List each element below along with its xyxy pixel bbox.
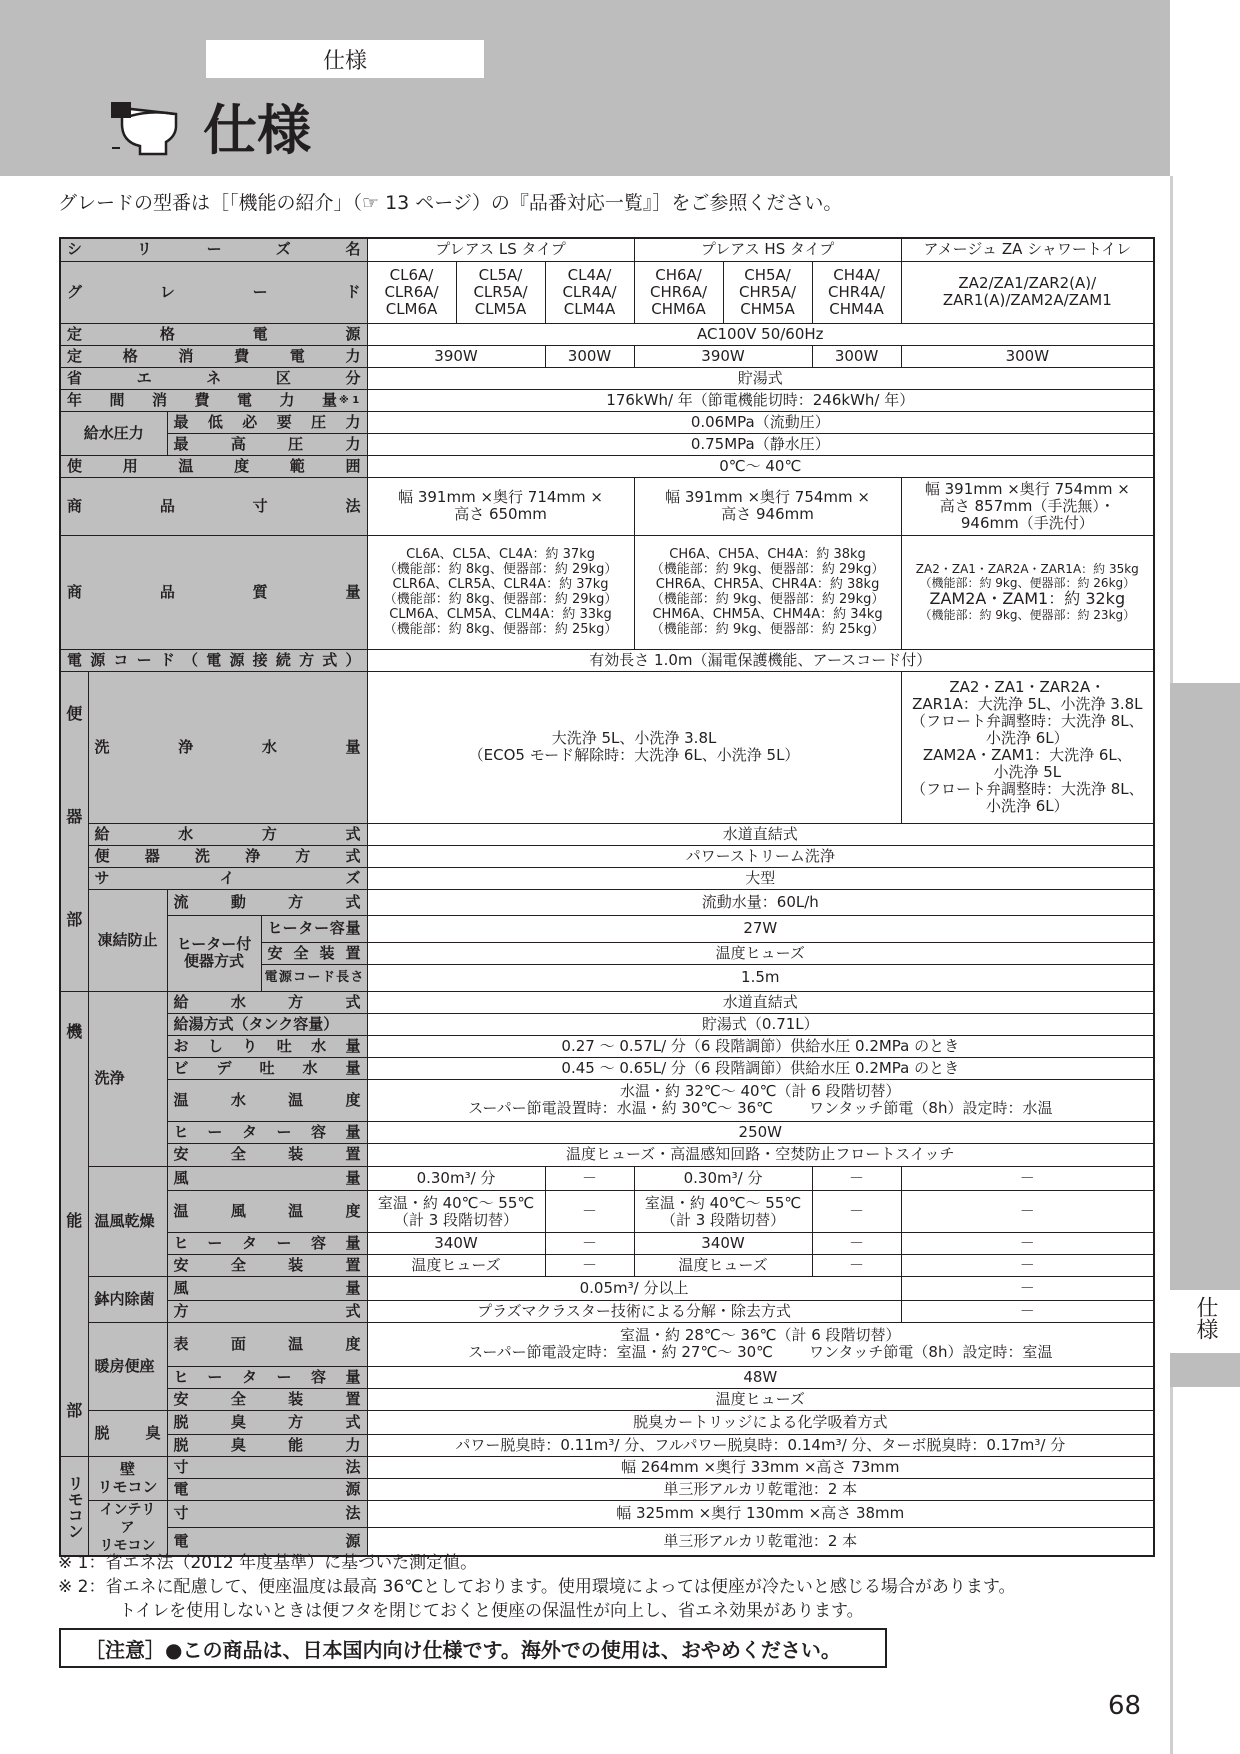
surface-temp-value [367, 1322, 1154, 1366]
dryer-cell: － [901, 1167, 1154, 1191]
row-label-air-temp: 温風温度 [167, 1191, 367, 1233]
row-label-deodorize-capacity: 脱臭能力 [167, 1434, 367, 1456]
mass-za [901, 535, 1154, 649]
dimensions-hs: 幅 391mm ×奥行 754mm × 高さ 946mm [634, 477, 901, 535]
dryer-cell: 340W [634, 1233, 812, 1255]
table-row [60, 238, 1154, 261]
row-label-dryer-heater: ヒーター容量 [167, 1233, 367, 1255]
row-label-mass: 商品質量 [60, 535, 367, 649]
dryer-cell: 0.30m³/ 分 [634, 1167, 812, 1191]
surface-temp-line: 室温・約 28℃～ 36℃（計 6 段階切替） [620, 1326, 901, 1345]
wall-power-value: 単三形アルカリ乾電池：2 本 [367, 1478, 1154, 1500]
row-label-power-consumption: 定格消費電力 [60, 345, 367, 367]
category-char: 部 [66, 1400, 83, 1420]
row-label-interior-size: 寸法 [167, 1500, 367, 1528]
row-label-wash-heater: ヒーター容量 [167, 1121, 367, 1143]
power-consumption-cell: 300W [901, 345, 1154, 367]
wash-safety-value: 温度ヒューズ・高温感知回路・空焚防止フロートスイッチ [367, 1143, 1154, 1167]
row-label-flush-method: 便器洗浄方式 [88, 845, 367, 867]
water-temp-line: 水温・約 32℃～ 40℃（計 6 段階切替） [620, 1082, 901, 1100]
dryer-cell: － [812, 1167, 901, 1191]
temp-range-value: 0℃～ 40℃ [367, 455, 1154, 477]
row-label-eco-class: 省エネ区分 [60, 367, 367, 389]
table-row [60, 867, 1154, 889]
table-row [60, 916, 1154, 943]
sterilize-air-value: 0.05m³/ 分以上 [367, 1277, 901, 1301]
sterilize-method-za: － [901, 1300, 1154, 1322]
dryer-cell: 温度ヒューズ [634, 1255, 812, 1277]
dryer-cell: － [545, 1255, 634, 1277]
category-function [60, 991, 88, 1456]
dimensions-ls: 幅 391mm ×奥行 714mm × 高さ 650mm [367, 477, 634, 535]
group-dryer: 温風乾燥 [88, 1167, 167, 1277]
group-interior-remote: インテリア リモコン [88, 1500, 167, 1556]
dryer-cell: － [545, 1167, 634, 1191]
table-row [60, 1143, 1154, 1146]
row-label-surface-temp: 表面温度 [167, 1322, 367, 1366]
table-row [60, 991, 1154, 1013]
group-heater-toilet: ヒーター付 便器方式 [167, 916, 261, 991]
table-row [60, 1035, 1154, 1057]
group-deodorize: 脱臭 [88, 1410, 167, 1456]
toilet-icon [108, 96, 180, 158]
table-row [60, 1233, 1154, 1255]
dryer-cell: － [812, 1255, 901, 1277]
table-row [60, 1013, 1154, 1035]
table-row [60, 1410, 1154, 1434]
power-source-value: AC100V 50/60Hz [367, 323, 1154, 345]
table-row [60, 261, 1154, 323]
mass-za-line: （機能部：約 9kg、便器部：約 23kg） [919, 608, 1136, 622]
water-temp-line: ワンタッチ節電（8h）設定時：水温 [809, 1099, 1053, 1117]
table-row [60, 323, 1154, 345]
deodorize-method-value: 脱臭カートリッジによる化学吸着方式 [367, 1410, 1154, 1434]
row-label-flow-method: 流動方式 [167, 889, 367, 916]
spec-table [59, 237, 1155, 1557]
table-row [60, 1255, 1154, 1277]
dryer-cell: 0.30m³/ 分 [367, 1167, 545, 1191]
row-label-annual-power [60, 389, 367, 411]
mass-za-line: ZAM2A・ZAM1：約 32kg [929, 589, 1126, 608]
row-label-interior-power: 電源 [167, 1528, 367, 1556]
dryer-cell: 室温・約 40℃～ 55℃ （計 3 段階切替） [367, 1191, 545, 1233]
water-supply-value: 水道直結式 [367, 823, 1154, 845]
table-row [60, 389, 1154, 411]
grade-cell: CH6A/ CHR6A/ CHM6A [634, 261, 723, 323]
category-toilet [60, 671, 88, 991]
row-label-max-pressure: 最高圧力 [167, 433, 367, 455]
table-row [60, 1079, 1154, 1121]
power-consumption-cell: 390W [634, 345, 812, 367]
eco-class-value: 貯湯式 [367, 367, 1154, 389]
supply-method-value: 水道直結式 [367, 991, 1154, 1013]
row-label-heater-capacity: ヒーター容量 [261, 916, 367, 943]
hot-water-value: 貯湯式（0.71L） [367, 1013, 1154, 1035]
max-pressure-value: 0.75MPa（静水圧） [367, 433, 1154, 455]
row-label-temp-range: 使用温度範囲 [60, 455, 367, 477]
dryer-cell: 温度ヒューズ [367, 1255, 545, 1277]
flush-volume-ls-hs: 大洗浄 5L、小洗浄 3.8L （ECO5 モード解除時：大洗浄 6L、小洗浄 5L） [367, 671, 901, 823]
category-char: 器 [66, 806, 83, 826]
row-label-sterilize-method: 方式 [167, 1300, 367, 1322]
row-label-dryer-safety: 安全装置 [167, 1255, 367, 1277]
row-label-grade: グレード [60, 261, 367, 323]
safety-device-value: 温度ヒューズ [367, 942, 1154, 964]
power-consumption-cell: 300W [545, 345, 634, 367]
table-row [60, 845, 1154, 867]
dryer-cell: － [812, 1191, 901, 1233]
dimensions-za: 幅 391mm ×奥行 754mm × 高さ 857mm（手洗無）・ 946mm（手洗付） [901, 477, 1154, 535]
row-label-power-cord: 電源コード（電源接続方式） [60, 649, 367, 671]
annual-power-value: 176kWh/ 年（節電機能切時：246kWh/ 年） [367, 389, 1154, 411]
table-row [60, 411, 1154, 433]
mass-hs: CH6A、CH5A、CH4A：約 38kg （機能部：約 9kg、便器部：約 29kg） CHR6A、CHR5A、CHR4A：約 38kg （機能部：約 9kg、便器部：約 29kg） CHM6A、CHM5A、CHM4A：約 34kg （機能部：約 9kg、便器部：約 25kg） [634, 535, 901, 649]
footnote-2: ※ 2：省エネに配慮して、便座温度は最高 36℃としております。使用環境によっては便座が冷たいと感じる場合があります。 [58, 1577, 1016, 1597]
deodorize-capacity-value: パワー脱臭時：0.11m³/ 分、フルパワー脱臭時：0.14m³/ 分、ターボ脱臭時：0.17m³/ 分 [367, 1434, 1154, 1456]
table-row [60, 1277, 1154, 1301]
table-row [60, 1366, 1154, 1388]
row-label-water-temp: 温水温度 [167, 1079, 367, 1121]
table-row [60, 1300, 1154, 1322]
row-label-cord-length: 電源コード長さ [261, 964, 367, 991]
wall-size-value: 幅 264mm ×奥行 33mm ×高さ 73mm [367, 1456, 1154, 1478]
row-label-flush-volume: 洗浄水量 [88, 671, 367, 823]
group-wash: 洗浄 [88, 991, 167, 1167]
seat-safety-value: 温度ヒューズ [367, 1388, 1154, 1410]
table-row [60, 433, 1154, 455]
dryer-cell: － [545, 1233, 634, 1255]
grade-cell: CH4A/ CHR4A/ CHM4A [812, 261, 901, 323]
power-consumption-cell: 300W [812, 345, 901, 367]
row-label-water-supply: 給水方式 [88, 823, 367, 845]
table-row [60, 1456, 1154, 1478]
header-tab [206, 40, 484, 78]
series-hs: プレアス HS タイプ [634, 238, 901, 261]
dryer-cell: － [812, 1233, 901, 1255]
row-label-min-pressure: 最低必要圧力 [167, 411, 367, 433]
table-row [60, 1388, 1154, 1410]
table-row [60, 477, 1154, 535]
intro-text: グレードの型番は［「機能の紹介」（☞ 13 ページ）の『品番対応一覧』］をご参照ください。 [58, 192, 843, 214]
page-title: 仕様 [203, 99, 311, 162]
table-row [60, 1500, 1154, 1528]
category-char: 部 [66, 909, 83, 929]
seat-heater-value: 48W [367, 1366, 1154, 1388]
flow-method-value: 流動水量：60L/h [367, 889, 1154, 916]
grade-cell: CL6A/ CLR6A/ CLM6A [367, 261, 456, 323]
sterilize-air-za: － [901, 1277, 1154, 1301]
size-value: 大型 [367, 867, 1154, 889]
group-freeze-protection: 凍結防止 [88, 889, 167, 991]
dryer-cell: － [901, 1233, 1154, 1255]
footnote-2-continued: トイレを使用しないときは便フタを閉じておくと便座の保温性が向上し、省エネ効果があります。 [119, 1601, 864, 1621]
row-label-rear-spray: おしり吐水量 [167, 1035, 367, 1057]
footnote-1: ※ 1：省エネ法（2012 年度基準）に基づいた測定値。 [58, 1553, 478, 1573]
row-label-supply-method: 給水方式 [167, 991, 367, 1013]
group-bowl-sterilize: 鉢内除菌 [88, 1277, 167, 1323]
power-cord-value: 有効長さ 1.0m（漏電保護機能、アースコード付） [367, 649, 1154, 671]
row-label-bidet-spray: ビデ吐水量 [167, 1057, 367, 1079]
row-label-wash-safety: 安全装置 [167, 1143, 367, 1167]
dryer-cell: － [545, 1191, 634, 1233]
side-tab [1170, 683, 1240, 1387]
table-row [60, 1191, 1154, 1233]
row-label-size: サイズ [88, 867, 367, 889]
row-label-seat-safety: 安全装置 [167, 1388, 367, 1410]
row-label-deodorize-method: 脱臭方式 [167, 1410, 367, 1434]
surface-temp-line: ワンタッチ節電（8h）設定時：室温 [809, 1343, 1053, 1362]
table-row [60, 455, 1154, 477]
interior-power-value: 単三形アルカリ乾電池：2 本 [367, 1528, 1154, 1556]
dryer-cell: 室温・約 40℃～ 55℃ （計 3 段階切替） [634, 1191, 812, 1233]
mass-za-line: ZA2・ZA1・ZAR2A・ZAR1A：約 35kg （機能部：約 9kg、便器部：約 26kg） [915, 562, 1139, 590]
flush-method-value: パワーストリーム洗浄 [367, 845, 1154, 867]
table-row [60, 1478, 1154, 1500]
row-label-wall-power: 電源 [167, 1478, 367, 1500]
annual-power-label: 年間消費電力量 [67, 390, 337, 409]
table-row [60, 1121, 1154, 1143]
bidet-spray-value: 0.45 ～ 0.65L/ 分（6 段階調節）供給水圧 0.2MPa のとき [367, 1057, 1154, 1079]
row-label-series: シリーズ名 [60, 238, 367, 261]
cord-length-value: 1.5m [367, 964, 1154, 991]
mass-ls: CL6A、CL5A、CL4A：約 37kg （機能部：約 8kg、便器部：約 29kg） CLR6A、CLR5A、CLR4A：約 37kg （機能部：約 8kg、便器部：約 29kg） CLM6A、CLM5A、CLM4A：約 33kg （機能部：約 8kg、便器部：約 25kg） [367, 535, 634, 649]
side-tab-label: 仕様 [1193, 1296, 1218, 1340]
grade-cell: CH5A/ CHR5A/ CHM5A [723, 261, 812, 323]
grade-cell: ZA2/ZA1/ZAR2(A)/ ZAR1(A)/ZAM2A/ZAM1 [901, 261, 1154, 323]
group-wall-remote: 壁 リモコン [88, 1456, 167, 1500]
category-remote: リモコン [60, 1456, 88, 1556]
dryer-cell: － [901, 1255, 1154, 1277]
category-char: 機 [66, 1021, 83, 1041]
row-label-air-volume: 風量 [167, 1167, 367, 1191]
row-label-dimensions: 商品寸法 [60, 477, 367, 535]
footnotes [58, 1551, 1016, 1623]
surface-temp-line: スーパー節電設定時：室温・約 27℃～ 30℃ [468, 1343, 774, 1362]
grade-cell: CL5A/ CLR5A/ CLM5A [456, 261, 545, 323]
table-row [60, 1434, 1154, 1456]
table-row [60, 671, 1154, 823]
row-label-safety-device: 安全装置 [261, 942, 367, 964]
row-label-seat-heater: ヒーター容量 [167, 1366, 367, 1388]
table-row [60, 1167, 1154, 1191]
table-row [60, 823, 1154, 845]
rear-spray-value: 0.27 ～ 0.57L/ 分（6 段階調節）供給水圧 0.2MPa のとき [367, 1035, 1154, 1057]
heater-capacity-value: 27W [367, 916, 1154, 943]
group-heated-seat: 暖房便座 [88, 1322, 167, 1410]
table-row [60, 535, 1154, 649]
table-row [60, 649, 1154, 671]
group-water-pressure: 給水圧力 [60, 411, 167, 455]
header-tab-label: 仕様 [322, 48, 367, 74]
water-temp-value [367, 1079, 1154, 1121]
sterilize-method-value: プラズマクラスター技術による分解・除去方式 [367, 1300, 901, 1322]
category-char: 能 [66, 1211, 83, 1230]
table-row [60, 889, 1154, 916]
table-row [60, 1057, 1154, 1079]
series-za: アメージュ ZA シャワートイレ [901, 238, 1154, 261]
interior-size-value: 幅 325mm ×奥行 130mm ×高さ 38mm [367, 1500, 1154, 1528]
row-label-sterilize-air: 風量 [167, 1277, 367, 1301]
min-pressure-value: 0.06MPa（流動圧） [367, 411, 1154, 433]
category-char: 便 [66, 703, 83, 723]
table-row [60, 345, 1154, 367]
table-row [60, 367, 1154, 389]
row-label-wall-size: 寸法 [167, 1456, 367, 1478]
water-temp-line: スーパー節電設置時：水温・約 30℃～ 36℃ [468, 1099, 774, 1117]
wash-heater-value: 250W [367, 1121, 1154, 1143]
footnote-mark: ※ 1 [339, 394, 360, 406]
dryer-cell: － [901, 1191, 1154, 1233]
power-consumption-cell: 390W [367, 345, 545, 367]
table-row [60, 1322, 1154, 1366]
caution-text: ［注意］●この商品は、日本国内向け仕様です。海外での使用は、おやめください。 [85, 1637, 841, 1662]
page-number: 68 [1108, 1691, 1142, 1721]
grade-cell: CL4A/ CLR4A/ CLM4A [545, 261, 634, 323]
series-ls: プレアス LS タイプ [367, 238, 634, 261]
row-label-hot-water: 給湯方式（タンク容量） [167, 1013, 367, 1035]
caution-box [59, 1628, 887, 1668]
row-label-power-source: 定格電源 [60, 323, 367, 345]
flush-volume-za: ZA2・ZA1・ZAR2A・ ZAR1A：大洗浄 5L、小洗浄 3.8L （フロート弁調整時：大洗浄 8L、 小洗浄 6L） ZAM2A・ZAM1：大洗浄 6L、 小洗浄 5L （フロート弁調整時：大洗浄 8L、 小洗浄 6L） [901, 671, 1154, 823]
dryer-cell: 340W [367, 1233, 545, 1255]
